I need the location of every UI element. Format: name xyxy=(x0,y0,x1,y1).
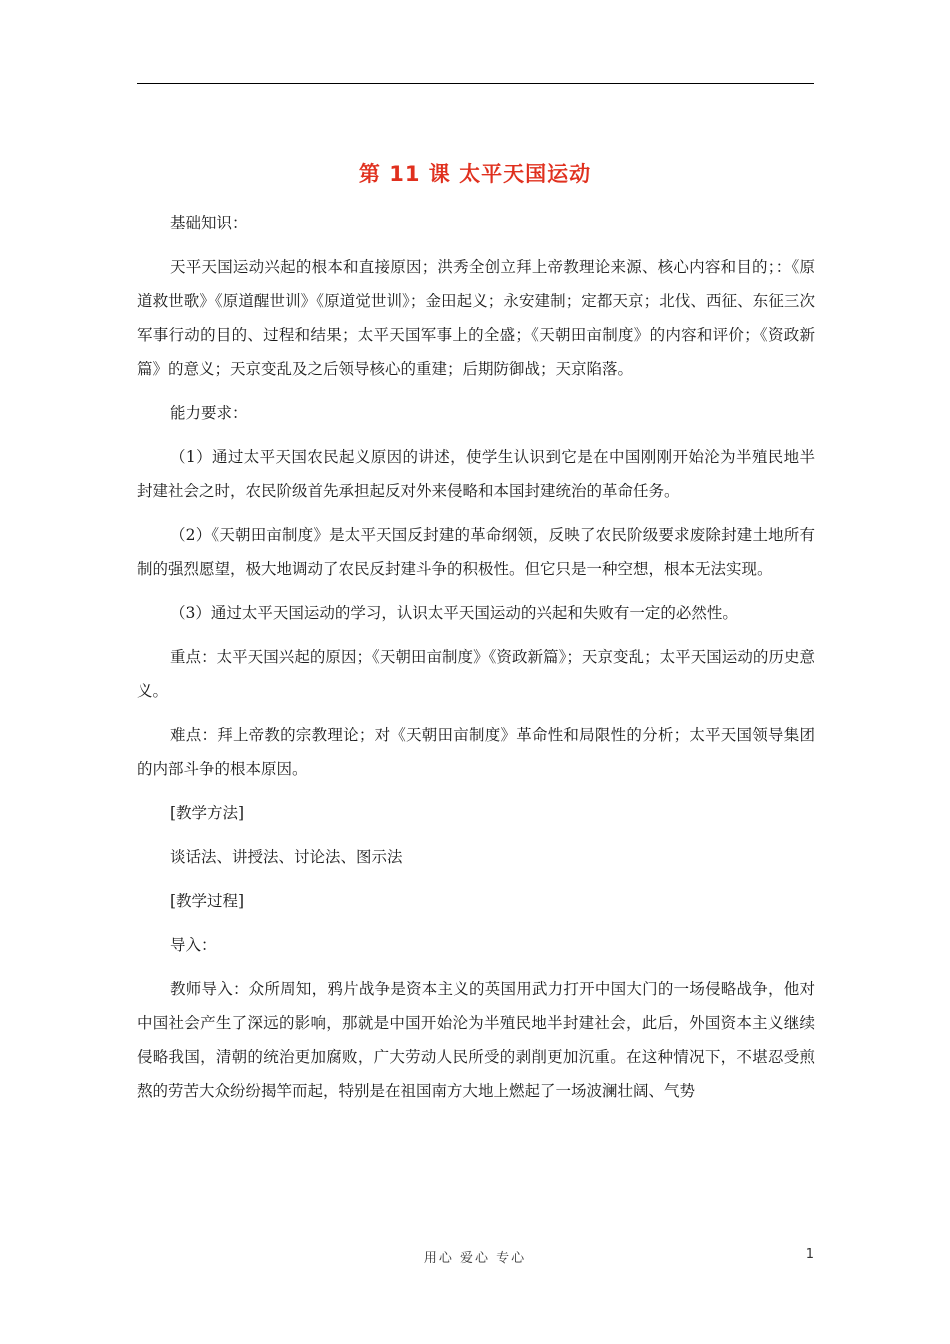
ability-item-1: （1）通过太平天国农民起义原因的讲述，使学生认识到它是在中国刚刚开始沦为半殖民地半封建社会之时，农民阶级首先承担起反对外来侵略和本国封建统治的革命任务。 xyxy=(137,448,815,500)
difficult-points-paragraph: 难点：拜上帝教的宗教理论；对《天朝田亩制度》革命性和局限性的分析；太平天国领导集团的内部斗争的根本原因。 xyxy=(137,726,815,778)
basic-knowledge-paragraph: 天平天国运动兴起的根本和直接原因；洪秀全创立拜上帝教理论来源、核心内容和目的；：《原道救世歌》《原道醒世训》《原道觉世训》；金田起义；永安建制；定都天京；北伐、西征、东征三次军事行动的目的、过程和结果；太平天国军事上的全盛；《天朝田亩制度》的内容和评价；《资政新篇》的意义；天京变乱及之后领导核心的重建；后期防御战；天京陷落。 xyxy=(137,258,815,378)
page-title: 第 11 课 太平天国运动 xyxy=(358,162,592,186)
section-label-basic-knowledge: 基础知识： xyxy=(170,214,248,232)
page-number: 1 xyxy=(805,1247,814,1262)
section-label-introduction: 导入： xyxy=(170,936,217,954)
ability-item-2: （2）《天朝田亩制度》是太平天国反封建的革命纲领，反映了农民阶级要求废除封建土地所有制的强烈愿望，极大地调动了农民反封建斗争的积极性。但它只是一种空想，根本无法实现。 xyxy=(137,526,815,578)
section-label-ability-requirements: 能力要求： xyxy=(170,404,248,422)
header-rule xyxy=(137,83,814,84)
teacher-introduction-paragraph: 教师导入：众所周知，鸦片战争是资本主义的英国用武力打开中国大门的一场侵略战争，他对中国社会产生了深远的影响，那就是中国开始沦为半殖民地半封建社会，此后，外国资本主义继续侵略我国，清朝的统治更加腐败，广大劳动人民所受的剥削更加沉重。在这种情况下，不堪忍受煎熬的劳苦大众纷纷揭竿而起，特别是在祖国南方大地上燃起了一场波澜壮阔、气势 xyxy=(137,980,815,1100)
section-label-teaching-methods: [教学方法] xyxy=(170,804,245,822)
key-points-paragraph: 重点：太平天国兴起的原因；《天朝田亩制度》《资政新篇》；天京变乱；太平天国运动的历史意义。 xyxy=(137,648,815,700)
teaching-methods-list: 谈话法、讲授法、讨论法、图示法 xyxy=(170,848,403,866)
footer-motto: 用心 爱心 专心 xyxy=(423,1251,527,1266)
document-body xyxy=(137,206,815,1118)
ability-item-3: （3）通过太平天国运动的学习，认识太平天国运动的兴起和失败有一定的必然性。 xyxy=(170,604,738,622)
section-label-teaching-process: [教学过程] xyxy=(170,892,245,910)
